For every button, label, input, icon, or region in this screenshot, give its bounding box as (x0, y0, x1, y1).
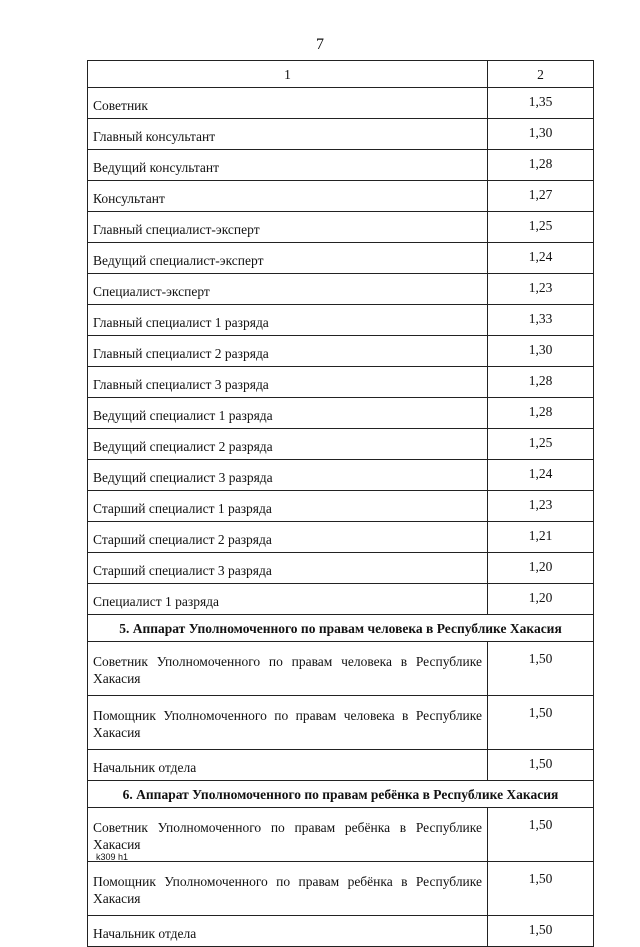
table-row (88, 150, 594, 181)
position-name: Ведущий специалист 3 разряда (88, 460, 488, 491)
table-row (88, 274, 594, 305)
coefficient-value: 1,50 (488, 862, 594, 916)
coefficient-value: 1,25 (488, 212, 594, 243)
table-row (88, 916, 594, 947)
footer-code: k309 h1 (96, 852, 129, 862)
position-name: Советник Уполномоченного по правам человека в Республике Хакасия (88, 642, 488, 696)
coefficient-value: 1,50 (488, 916, 594, 947)
position-name: Старший специалист 1 разряда (88, 491, 488, 522)
header-col-1: 1 (88, 61, 488, 88)
section-title: 6. Аппарат Уполномоченного по правам ребёнка в Республике Хакасия (88, 781, 594, 808)
position-name: Начальник отдела (88, 750, 488, 781)
coefficient-value: 1,30 (488, 336, 594, 367)
position-name: Главный специалист 3 разряда (88, 367, 488, 398)
table-row (88, 119, 594, 150)
position-name: Ведущий специалист 1 разряда (88, 398, 488, 429)
position-name: Начальник отдела (88, 916, 488, 947)
table-row (88, 181, 594, 212)
table-row (88, 336, 594, 367)
table-row (88, 750, 594, 781)
position-name: Ведущий специалист-эксперт (88, 243, 488, 274)
coefficient-value: 1,50 (488, 808, 594, 862)
coefficient-value: 1,24 (488, 460, 594, 491)
position-name: Помощник Уполномоченного по правам человека в Республике Хакасия (88, 696, 488, 750)
position-name: Специалист-эксперт (88, 274, 488, 305)
coefficient-value: 1,28 (488, 398, 594, 429)
page-number: 7 (316, 36, 324, 53)
coefficient-value: 1,30 (488, 119, 594, 150)
table-row (88, 429, 594, 460)
position-name: Главный специалист 1 разряда (88, 305, 488, 336)
section-heading-row (88, 615, 594, 642)
coefficient-value: 1,23 (488, 274, 594, 305)
coefficients-table (87, 60, 594, 947)
coefficient-value: 1,25 (488, 429, 594, 460)
coefficient-value: 1,50 (488, 642, 594, 696)
table-row (88, 584, 594, 615)
position-name: Ведущий специалист 2 разряда (88, 429, 488, 460)
coefficient-value: 1,50 (488, 750, 594, 781)
position-name: Консультант (88, 181, 488, 212)
table-row (88, 642, 594, 696)
coefficient-value: 1,24 (488, 243, 594, 274)
position-name: Советник (88, 88, 488, 119)
coefficient-value: 1,20 (488, 553, 594, 584)
header-col-2: 2 (488, 61, 594, 88)
coefficient-value: 1,33 (488, 305, 594, 336)
table-row (88, 491, 594, 522)
table-row (88, 243, 594, 274)
coefficient-value: 1,21 (488, 522, 594, 553)
table-row (88, 460, 594, 491)
section-heading-row (88, 781, 594, 808)
coefficient-value: 1,35 (488, 88, 594, 119)
position-name: Специалист 1 разряда (88, 584, 488, 615)
table-row (88, 862, 594, 916)
position-name: Старший специалист 2 разряда (88, 522, 488, 553)
table-row (88, 212, 594, 243)
coefficient-value: 1,20 (488, 584, 594, 615)
section-title: 5. Аппарат Уполномоченного по правам человека в Республике Хакасия (88, 615, 594, 642)
table-row (88, 305, 594, 336)
position-name: Главный специалист 2 разряда (88, 336, 488, 367)
position-name: Главный специалист-эксперт (88, 212, 488, 243)
table-row (88, 398, 594, 429)
coefficient-value: 1,28 (488, 150, 594, 181)
position-name: Помощник Уполномоченного по правам ребёнка в Республике Хакасия (88, 862, 488, 916)
coefficient-value: 1,50 (488, 696, 594, 750)
table-row (88, 522, 594, 553)
table-row (88, 696, 594, 750)
table-row (88, 808, 594, 862)
coefficient-value: 1,27 (488, 181, 594, 212)
table-row (88, 88, 594, 119)
position-name: Старший специалист 3 разряда (88, 553, 488, 584)
position-name: Советник Уполномоченного по правам ребёнка в Республике Хакасия (88, 808, 488, 862)
table-row (88, 553, 594, 584)
position-name: Ведущий консультант (88, 150, 488, 181)
table-row (88, 367, 594, 398)
position-name: Главный консультант (88, 119, 488, 150)
table-header-row (88, 61, 594, 88)
coefficient-value: 1,28 (488, 367, 594, 398)
coefficient-value: 1,23 (488, 491, 594, 522)
